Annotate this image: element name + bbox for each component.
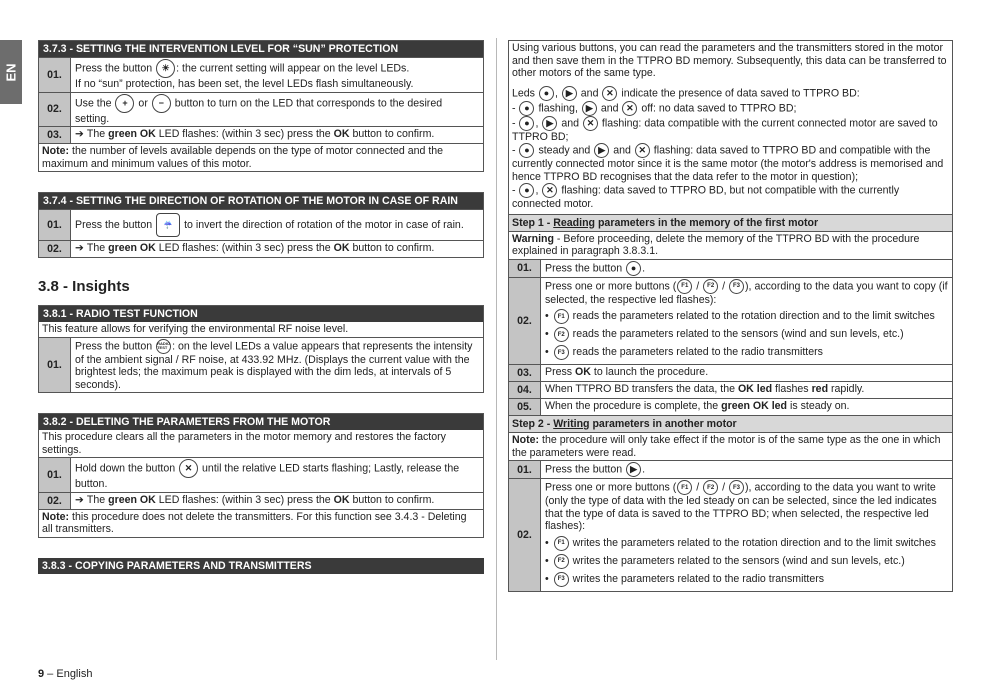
text: indicate the presence of data saved to TTPRO BD: [621,86,860,99]
section-title: 3.8.3 - COPYING PARAMETERS AND TRANSMITTERS [38,558,484,574]
green-ok-text: green OK [108,242,156,254]
step-number: 05. [509,399,541,415]
section-heading: 3.8 - Insights [38,278,130,295]
note-text: the procedure will only take effect if the motor is of the same type as the one in which the parameters were read. [512,434,941,459]
text: Leds [512,86,535,99]
text: LED flashes: (within 3 sec) press the [158,128,331,140]
ok-led-text: OK led [737,383,773,395]
separator: / [722,481,726,494]
section-title: 3.7.3 - SETTING THE INTERVENTION LEVEL FOR “SUN” PROTECTION [39,41,483,57]
bullet-dot: • [545,346,549,359]
ok-text: OK [575,366,591,378]
text: rapidly. [831,383,865,395]
text: parameters in another motor [589,418,737,430]
text: flashing, [538,101,578,114]
rain-button-icon: ☔ [156,213,180,237]
text: The [86,493,106,506]
text: When TTPRO BD transfers the data, the [545,383,735,395]
section-title: 3.8.2 - DELETING THE PARAMETERS FROM THE MOTOR [39,414,483,430]
section-3-8-1 [38,305,484,393]
ok-text: OK [333,242,350,254]
step-text [71,127,483,143]
text: off: no data saved to TTPRO BD; [641,101,797,114]
note [39,509,483,537]
step-number: 01. [39,210,71,240]
led-line: - ● , ✕ flashing: data saved to TTPRO BD, but not compatible with the currently connected motor. [512,184,900,210]
led-line: - ● flashing, ▶ and ✕ off: no data saved to TTPRO BD; [512,101,797,114]
text: button to confirm. [352,128,435,140]
step-number: 02. [39,493,71,509]
play-led-icon: ▶ [542,116,557,131]
text: The [86,242,106,254]
text: flashing: data saved to TTPRO BD, but not compatible with the currently connected motor. [512,184,900,210]
text: to invert the direction of rotation of the motor in case of rain. [184,218,464,231]
step-number: 01. [39,458,71,492]
step-2-header [509,415,952,432]
step-row [509,398,952,415]
language-tab [0,40,22,104]
section-3-7-3 [38,40,484,172]
bullet-dot: • [545,310,549,323]
bullet-dot: • [545,572,549,585]
note-label: Note: [42,145,70,157]
text: ), according to the data you want to write (only the type of data with the led steady on can be selected, since the led indicates that the type of data is saved to the TTPRO BD; when selected, the respective led flashes): [545,481,937,532]
step-row [509,277,952,365]
step-number: 04. [509,382,541,398]
step-text [541,278,952,365]
f1-button-icon: F1 [677,480,692,495]
text: Press the button [75,339,153,352]
step-text [71,93,483,127]
text: Step 2 - [512,418,554,430]
text: Reading [553,216,596,229]
bullet-dot: • [545,536,549,549]
bullet-item [545,536,948,551]
text: until the relative LED starts flashing; Lastly, release the button. [75,462,460,490]
x-led-icon: ✕ [635,143,650,158]
step-text [541,479,952,591]
text: Press the button [75,62,153,75]
sun-button-icon: ☀ [156,59,175,78]
green-ok-text: green OK [108,128,156,140]
note-text: the number of levels available depends on the type of motor connected and the maximum and minimum values of this motor. [42,145,444,170]
f3-button-icon: F3 [554,572,569,587]
minus-button-icon: − [152,94,171,113]
step-row [39,337,483,393]
radio-test-button-icon: RADIO TEST [156,339,171,354]
text: and [613,144,631,157]
text: If no “sun” protection, has been set, the level LEDs flash simultaneously. [75,78,414,90]
note-text: this procedure does not delete the transmitters. For this function see 3.4.3 - Deleting all transmitters. [42,510,467,535]
text: ), according to the data you want to copy (if selected, the respective led flashes): [545,279,948,306]
step-text [71,241,483,257]
led-legend [509,81,952,214]
text: and [561,116,580,129]
step-text: Press the button ● . [545,261,646,274]
bullet-item [545,309,948,324]
f1-button-icon: F1 [554,309,569,324]
step-row [509,259,952,277]
text: steady and [538,144,591,157]
text: button to confirm. [352,242,435,254]
x-led-icon: ✕ [542,183,557,198]
x-button-icon: ✕ [179,459,198,478]
led-line: Leds ● , ▶ and ✕ indicate the presence of data saved to TTPRO BD: [512,86,860,99]
step-text [541,365,952,381]
text: When the procedure is complete, the [545,400,719,412]
step-row [39,457,483,492]
play-button-icon: ▶ [626,462,641,477]
text: Hold down the button [75,462,176,475]
page-number: 9 [38,668,45,680]
step-number: 02. [509,479,541,591]
section-3-8-2 [38,413,484,538]
step-text [541,382,952,398]
note [39,143,483,171]
step-row [509,460,952,478]
bullet-item [545,572,948,587]
dot-button-icon: ● [626,261,641,276]
separator: / [696,481,700,494]
arrow-icon: ➔ [75,128,84,140]
text: writes the parameters related to the radio transmitters [572,572,825,585]
text: and [600,101,619,114]
text: LED flashes: (within 3 sec) press the [158,493,331,506]
text: reads the parameters related to the rotation direction and to the limit switches [572,310,935,323]
step-text: Press the button ▶ . [545,463,646,476]
text: Press [545,366,573,378]
green-ok-led-text: green OK led [721,400,788,412]
section-3-7-4 [38,192,484,258]
led-line: - ● , ▶ and ✕ flashing: data compatible with the current connected motor are saved to TTPRO BD; [512,116,938,143]
green-ok-text: green OK [108,493,156,506]
step-row [39,492,483,509]
text: and [580,86,599,99]
column-divider [496,38,497,660]
text: to launch the procedure. [593,366,709,378]
step-text [71,493,483,509]
step-text [71,458,483,492]
plus-button-icon: + [115,94,134,113]
step-row [39,92,483,127]
separator: – [44,668,57,680]
step-text [71,58,483,92]
bullet-item [545,345,948,360]
step-row [509,364,952,381]
f2-button-icon: F2 [554,554,569,569]
note-label: Note: [42,510,70,523]
step-row [39,57,483,92]
section-3-8-3 [38,558,484,574]
text: flashing: data saved to TTPRO BD and compatible with the currently connected motor since it is the same motor (the motor's address is memorised and hence TTPRO BD recognises that the data refer to the motor in question); [512,144,944,183]
text: Press the button [545,261,623,274]
warning-label: Warning [512,232,554,245]
text: Step 1 - [512,216,554,229]
step-text [71,210,483,240]
separator: / [722,279,726,292]
dot-led-icon: ● [519,101,534,116]
section-title: 3.8.1 - RADIO TEST FUNCTION [39,306,483,322]
f2-button-icon: F2 [703,480,718,495]
step-row [509,381,952,398]
text: Press the button [545,463,623,476]
dot-led-icon: ● [519,143,534,158]
bullet-item [545,327,948,342]
step-text [541,399,952,415]
step-number: 02. [39,93,71,127]
right-column [508,40,953,592]
f1-button-icon: F1 [554,536,569,551]
footer-language: English [56,668,93,680]
intro-text: This feature allows for verifying the environmental RF noise level. [42,323,349,335]
step-number: 03. [509,365,541,381]
f3-button-icon: F3 [729,480,744,495]
step-number: 02. [39,241,71,257]
intro-text: Using various buttons, you can read the parameters and the transmitters stored in the motor and then save them in the TTPRO BD memory. Subsequently, this data can be transferred to other motors of the same type. [512,42,947,79]
dot-led-icon: ● [519,183,534,198]
text: Press the button [75,218,153,231]
note-label: Note: [512,434,540,446]
language-label: EN [3,62,19,82]
step-number: 01. [39,58,71,92]
led-line: - ● steady and ▶ and ✕ flashing: data saved to TTPRO BD and compatible with the currently connected motor since it is the same motor (the motor's address is memorised and hence TTPRO BD recognises that the data refer to the motor in question); [512,144,944,183]
x-led-icon: ✕ [602,86,617,101]
step-number: 02. [509,278,541,365]
step-row [509,478,952,591]
text: Press one or more buttons ( [545,279,677,292]
text: Use the [75,96,112,109]
text: LED flashes: (within 3 sec) press the [158,242,331,254]
text: is steady on. [789,400,850,412]
text: parameters in the memory of the first motor [595,216,819,229]
arrow-icon: ➔ [75,493,84,506]
page-footer [38,668,92,680]
f2-button-icon: F2 [554,327,569,342]
warning-text: - Before proceeding, delete the memory of the TTPRO BD with the procedure explained in paragraph 3.8.3.1. [512,232,920,257]
bullet-dot: • [545,328,549,341]
note [509,432,952,460]
warning [509,231,952,259]
ok-text: OK [333,128,350,140]
dot-led-icon: ● [539,86,554,101]
ok-text: OK [333,493,350,506]
dot-led-icon: ● [519,116,534,131]
play-led-icon: ▶ [562,86,577,101]
bullet-dot: • [545,554,549,567]
text: : the current setting will appear on the level LEDs. [176,62,410,75]
text: or [138,96,148,109]
step-row [39,126,483,143]
left-column [38,40,484,594]
section-title: 3.7.4 - SETTING THE DIRECTION OF ROTATION OF THE MOTOR IN CASE OF RAIN [39,193,483,209]
x-led-icon: ✕ [622,101,637,116]
step-1-header [509,214,952,231]
text: writes the parameters related to the rotation direction and to the limit switches [572,536,936,549]
step-number: 01. [509,260,541,277]
step-number: 01. [509,461,541,478]
text: reads the parameters related to the radio transmitters [572,346,823,359]
arrow-icon: ➔ [75,242,84,254]
text: button to turn on the LED that corresponds to the desired setting. [75,96,443,125]
text: button to confirm. [352,493,435,506]
text: : on the level LEDs a value appears that represents the intensity of the ambient signal / RF noise, at 433.92 MHz. (Displays the current value with the brightest leds; the maximum peak is displayed with the dim leds, at intervals of 5 seconds). [75,339,473,391]
text: Writing [553,418,590,430]
text: writes the parameters related to the sensors (wind and sun levels, etc.) [572,554,905,567]
x-led-icon: ✕ [583,116,598,131]
step-text [71,338,483,393]
copy-procedure-box [508,40,953,592]
text: flashes [775,383,809,395]
step-row [39,209,483,240]
step-number: 03. [39,127,71,143]
text: The [86,128,106,140]
bullet-item [545,554,948,569]
play-led-icon: ▶ [582,101,597,116]
text: reads the parameters related to the sensors (wind and sun levels, etc.) [572,328,904,341]
f1-button-icon: F1 [677,279,692,294]
play-led-icon: ▶ [594,143,609,158]
f2-button-icon: F2 [703,279,718,294]
f3-button-icon: F3 [554,345,569,360]
separator: / [696,279,700,292]
step-row [39,240,483,257]
text: flashing: data compatible with the current connected motor are saved to TTPRO BD; [512,116,938,143]
step-number: 01. [39,338,71,393]
f3-button-icon: F3 [729,279,744,294]
red-text: red [811,383,829,395]
text: Press one or more buttons ( [545,481,677,494]
intro-text: This procedure clears all the parameters in the motor memory and restores the factory settings. [42,431,446,456]
